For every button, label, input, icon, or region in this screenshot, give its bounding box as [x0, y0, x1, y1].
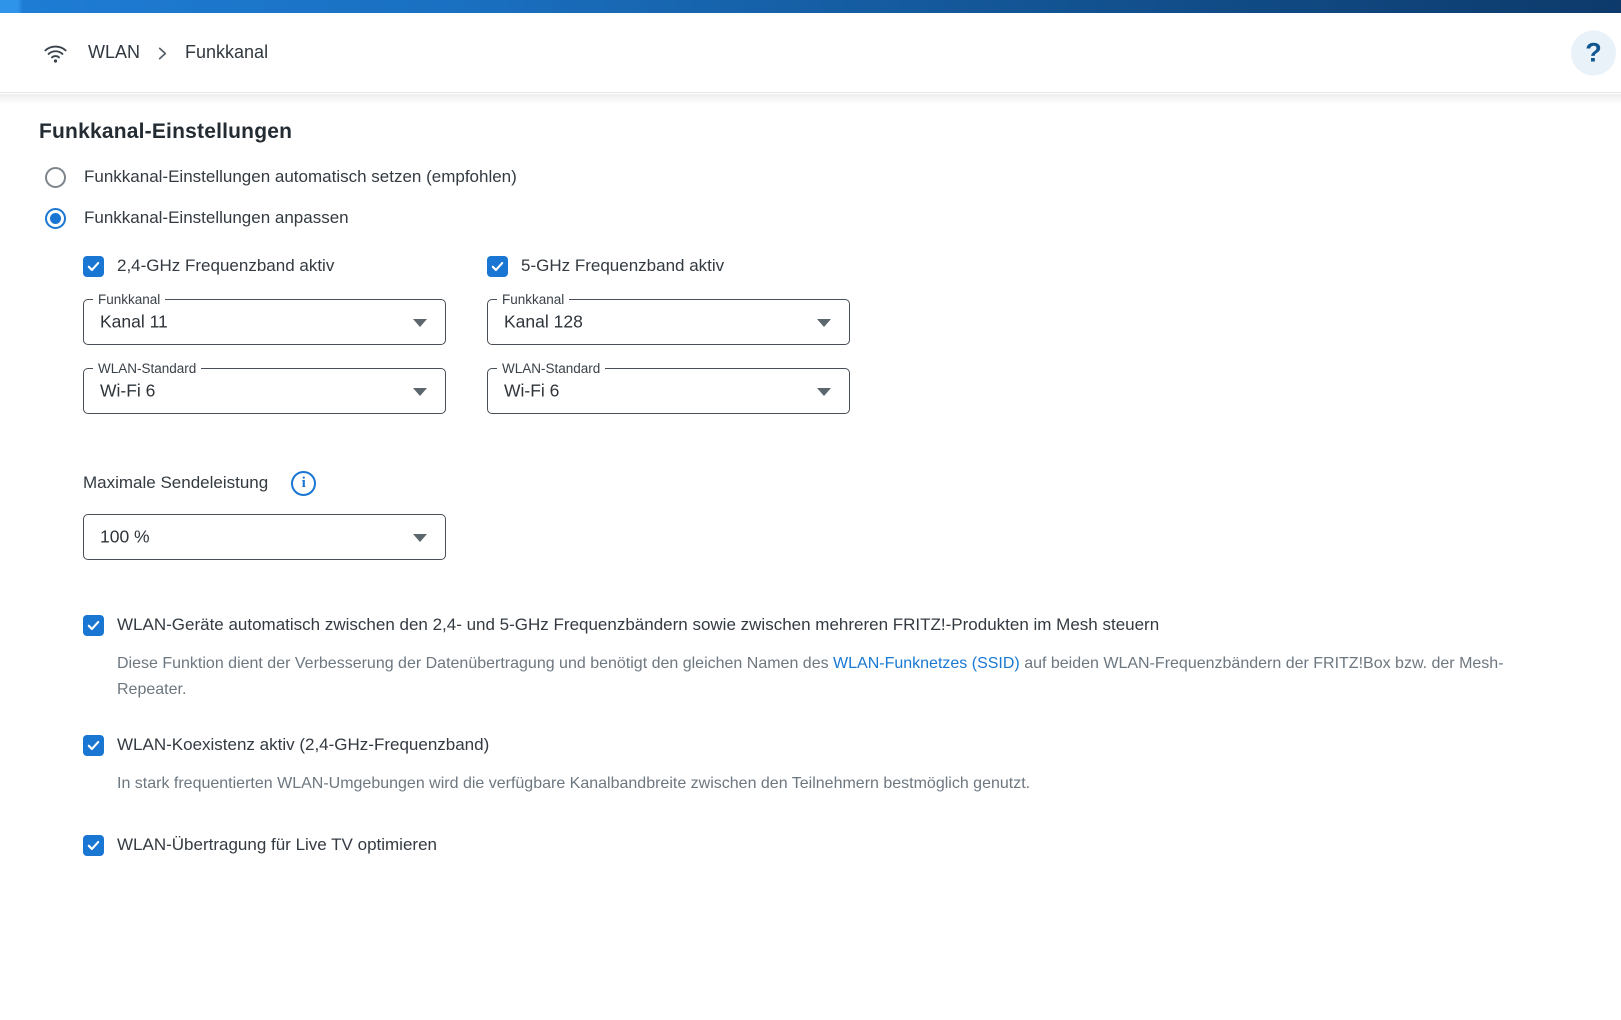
standard-select-5ghz[interactable]	[487, 361, 850, 414]
checkbox-row-5ghz-active[interactable]	[487, 254, 850, 278]
checkbox-row-live-tv[interactable]	[83, 833, 1537, 857]
header	[0, 13, 1621, 93]
question-mark-icon: ?	[1585, 37, 1602, 67]
select-label: WLAN-Standard	[93, 360, 201, 377]
chevron-down-icon	[817, 319, 831, 327]
page-title: Funkkanal-Einstellungen	[39, 120, 293, 143]
radio-label: Funkkanal-Einstellungen automatisch setzen (empfohlen)	[84, 167, 517, 186]
checkbox-label: WLAN-Übertragung für Live TV optimieren	[117, 835, 437, 854]
description-text: auf beiden WLAN-Frequenzbändern der FRITZ!Box bzw. der Mesh-Repeater.	[117, 655, 1504, 698]
wlan-options	[83, 613, 1537, 857]
header-shadow	[0, 94, 1621, 104]
checkbox-label: 2,4-GHz Frequenzband aktiv	[117, 256, 335, 275]
select-value: Wi-Fi 6	[504, 380, 560, 401]
chevron-down-icon	[413, 534, 427, 542]
select-value: Wi-Fi 6	[100, 380, 156, 401]
checkbox-checked-icon[interactable]	[83, 835, 104, 856]
radio-control-unselected[interactable]	[45, 167, 66, 188]
info-icon[interactable]: i	[291, 471, 316, 496]
checkbox-label: WLAN-Geräte automatisch zwischen den 2,4- und 5-GHz Frequenzbändern sowie zwischen mehreren FRITZ!-Produkten im Mesh steuern	[117, 615, 1160, 634]
standard-select-24ghz[interactable]	[83, 361, 446, 414]
channel-mode-radio-group	[39, 165, 1537, 230]
main-content	[0, 120, 1621, 857]
tx-power-label-row	[83, 470, 1537, 496]
band-column-24ghz	[83, 254, 446, 414]
wifi-icon	[42, 40, 69, 66]
radio-control-selected[interactable]	[45, 208, 66, 229]
checkbox-label: WLAN-Koexistenz aktiv (2,4-GHz-Frequenzband)	[117, 735, 490, 754]
help-button[interactable]	[1571, 30, 1616, 75]
breadcrumb-page: Funkkanal	[185, 42, 269, 62]
chevron-down-icon	[413, 319, 427, 327]
checkbox-checked-icon[interactable]	[487, 256, 508, 277]
channel-select-24ghz[interactable]	[83, 292, 446, 345]
checkbox-checked-icon[interactable]	[83, 735, 104, 756]
radio-option-automatic[interactable]	[45, 165, 1537, 189]
band-column-5ghz	[487, 254, 850, 414]
checkbox-row-24ghz-active[interactable]	[83, 254, 446, 278]
select-label: Funkkanal	[497, 291, 569, 308]
radio-label: Funkkanal-Einstellungen anpassen	[84, 208, 349, 227]
chevron-down-icon	[413, 388, 427, 396]
breadcrumb-section[interactable]: WLAN	[88, 42, 141, 62]
description-text: Diese Funktion dient der Verbesserung der Datenübertragung und benötigt den gleichen Namen des	[117, 655, 834, 672]
radio-option-manual[interactable]	[45, 206, 1537, 230]
select-value: Kanal 128	[504, 311, 583, 332]
top-accent-bar	[0, 0, 1621, 13]
select-value: 100 %	[100, 526, 150, 547]
chevron-down-icon	[817, 388, 831, 396]
select-label: WLAN-Standard	[497, 360, 605, 377]
frequency-band-grid	[83, 254, 1537, 414]
mesh-steering-description	[117, 651, 1537, 703]
coexistence-description: In stark frequentierten WLAN-Umgebungen wird die verfügbare Kanalbandbreite zwischen den Teilnehmern bestmöglich genutzt.	[117, 775, 1031, 792]
checkbox-checked-icon[interactable]	[83, 256, 104, 277]
checkbox-row-mesh-steering[interactable]	[83, 613, 1537, 637]
select-label: Funkkanal	[93, 291, 165, 308]
select-value: Kanal 11	[100, 311, 168, 332]
channel-select-5ghz[interactable]	[487, 292, 850, 345]
tx-power-label: Maximale Sendeleistung	[83, 473, 269, 492]
ssid-link[interactable]: WLAN-Funknetzes (SSID)	[833, 655, 1020, 672]
chevron-right-icon	[155, 46, 170, 61]
checkbox-label: 5-GHz Frequenzband aktiv	[521, 256, 725, 275]
checkbox-row-coexistence[interactable]	[83, 733, 1537, 757]
tx-power-select[interactable]	[83, 514, 446, 560]
checkbox-checked-icon[interactable]	[83, 615, 104, 636]
